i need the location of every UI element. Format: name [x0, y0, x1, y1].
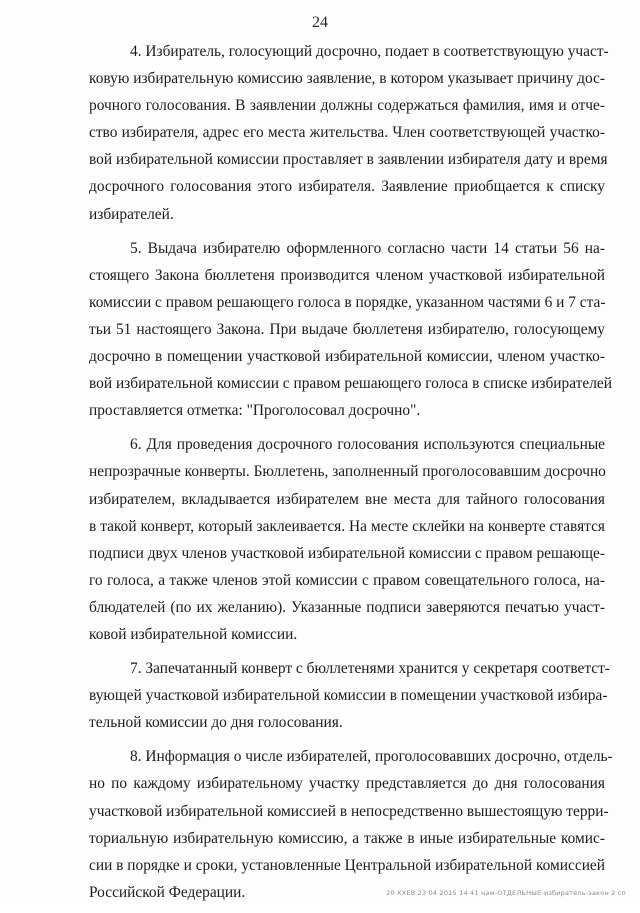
text-line: но по каждому избирательному участку представляется до дня голосования — [89, 775, 605, 793]
text-line: вой избирательной комиссии проставляет в заявлении избирателя дату и время — [89, 151, 608, 169]
text-line: ковой избирательной комиссии. — [89, 625, 298, 643]
text-line: участковой избирательной комиссией в непосредственно вышестоящую терри- — [89, 802, 609, 820]
text-line: досрочного голосования этого избирателя. Заявление приобщается к списку — [89, 178, 605, 196]
text-line: 5. Выдача избирателю оформленного согласно части 14 статьи 56 на- — [130, 239, 605, 257]
text-line: го голоса, а также членов этой комиссии с правом совещательного голоса, на- — [89, 571, 605, 589]
text-line: Российской Федерации. — [89, 883, 246, 901]
paragraph — [89, 235, 612, 425]
text-line: блюдателей (по их желанию). Указанные подписи заверяются печатью участ- — [89, 598, 605, 616]
text-line: избирателей. — [89, 205, 174, 223]
text-line: стоящего Закона бюллетеня производится членом участковой избирательной — [89, 266, 605, 284]
text-line: вой избирательной комиссии с правом решающего голоса в списке избирателей — [89, 375, 612, 393]
text-line: в такой конверт, который заклеивается. На месте склейки на конверте ставятся — [89, 517, 605, 535]
text-line: 6. Для проведения досрочного голосования используются специальные — [130, 436, 605, 454]
text-line: сии в порядке и сроки, установленные Центральной избирательной комиссией — [89, 856, 605, 874]
text-line: рочного голосования. В заявлении должны содержаться фамилия, имя и отче- — [89, 97, 605, 115]
text-line: ковую избирательную комиссию заявление, в котором указывает причину дос- — [89, 70, 605, 88]
text-line: ство избирателя, адрес его места жительства. Член соответствующей участко- — [89, 124, 605, 142]
text-line: тьи 51 настоящего Закона. При выдаче бюллетеня избирателю, голосующему — [89, 320, 605, 338]
text-line: комиссии с правом решающего голоса в порядке, указанном частями 6 и 7 ста- — [89, 293, 606, 311]
paragraph — [89, 655, 610, 736]
page-number: 24 — [312, 14, 328, 31]
text-line: ториальную избирательную комиссию, а также в иные избирательные комис- — [89, 829, 605, 847]
text-line: проставляется отметка: "Проголосовал досрочно". — [89, 402, 421, 420]
text-line: тельной комиссии до дня голосования. — [89, 714, 343, 732]
paragraph — [89, 431, 605, 648]
text-line: непрозрачные конверты. Бюллетень, заполненный проголосовавшим досрочно — [89, 463, 606, 481]
paragraph — [89, 743, 613, 906]
text-line: 8. Информация о числе избирателей, проголосовавших досрочно, отдель- — [130, 748, 613, 766]
text-line: 7. Запечатанный конверт с бюллетенями хранится у секретаря соответст- — [130, 660, 610, 678]
text-line: вующей участковой избирательной комиссии в помещении участковой избира- — [89, 687, 608, 705]
text-line: избирателем, вкладывается избирателем вне места для тайного голосования — [89, 490, 605, 508]
text-line: 4. Избиратель, голосующий досрочно, подает в соответствующую участ- — [130, 43, 609, 60]
document-body — [89, 38, 613, 913]
text-line: подписи двух членов участковой избирательной комиссии с правом решающе- — [89, 544, 605, 562]
footer-print-mark: 20 ХХЕВ 23 04 2015 14 41 нам-ОТДЕЛЬНЫЕ-избиратель-закон 2 сп — [386, 889, 626, 897]
text-line: досрочно в помещении участковой избирательной комиссии, членом участко- — [89, 348, 605, 366]
paragraph — [89, 38, 609, 228]
